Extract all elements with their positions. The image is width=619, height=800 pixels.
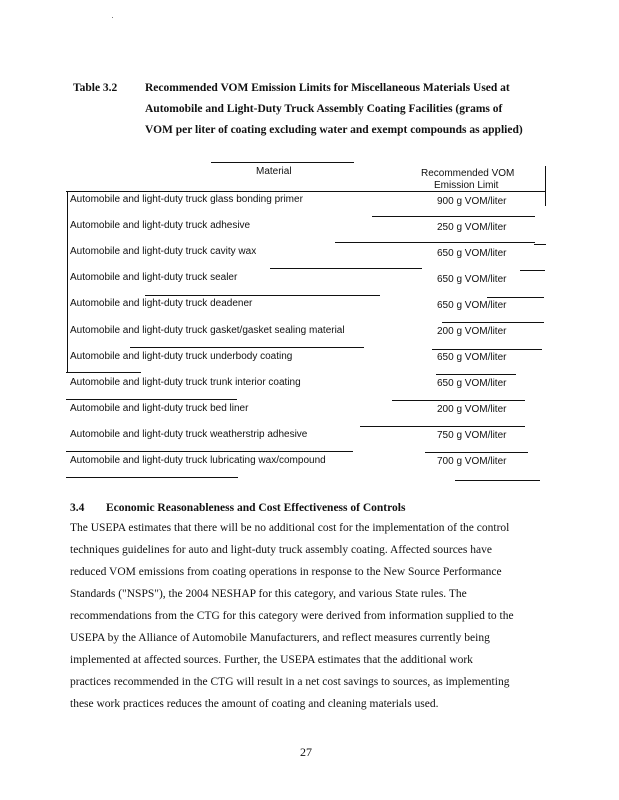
row-rule <box>432 349 542 350</box>
scan-speck <box>112 17 113 18</box>
page-number: 27 <box>300 745 312 759</box>
table-caption-line-1: Recommended VOM Emission Limits for Miscellaneous Materials Used at <box>145 82 510 94</box>
table-caption-line-2: Automobile and Light-Duty Truck Assembly Coating Facilities (grams of <box>145 103 503 115</box>
row-rule <box>442 322 544 323</box>
row-rule <box>270 268 422 269</box>
row-rule <box>520 270 545 271</box>
row-rule <box>66 372 141 373</box>
row-4-material: Automobile and light-duty truck sealer <box>70 272 238 283</box>
row-11-material: Automobile and light-duty truck lubricating wax/compound <box>70 455 326 466</box>
header-right-border <box>545 166 546 206</box>
row-5-limit: 650 g VOM/liter <box>437 300 507 311</box>
row-8-material: Automobile and light-duty truck trunk interior coating <box>70 377 301 388</box>
row-10-material: Automobile and light-duty truck weatherstrip adhesive <box>70 429 308 440</box>
row-1-limit: 900 g VOM/liter <box>437 196 507 207</box>
row-7-limit: 650 g VOM/liter <box>437 352 507 363</box>
row-rule <box>534 244 546 245</box>
row-rule <box>487 297 544 298</box>
row-2-material: Automobile and light-duty truck adhesive <box>70 220 251 231</box>
row-11-limit: 700 g VOM/liter <box>437 456 507 467</box>
row-9-limit: 200 g VOM/liter <box>437 404 507 415</box>
section-number: 3.4 <box>70 502 85 514</box>
paragraph-line-9: these work practices reduces the amount of coating and cleaning materials used. <box>70 698 439 710</box>
row-2-limit: 250 g VOM/liter <box>437 222 507 233</box>
table-label: Table 3.2 <box>73 82 118 94</box>
paragraph-line-2: techniques guidelines for auto and light-duty truck assembly coating. Affected sources have <box>70 544 492 556</box>
table-caption-line-3: VOM per liter of coating excluding water and exempt compounds as applied) <box>145 124 523 136</box>
row-3-limit: 650 g VOM/liter <box>437 248 507 259</box>
table-left-border <box>67 192 68 372</box>
row-6-material: Automobile and light-duty truck gasket/gasket sealing material <box>70 325 345 336</box>
paragraph-line-8: practices recommended in the CTG will result in a net cost savings to sources, as implementing <box>70 676 510 688</box>
header-line-material <box>211 162 354 163</box>
row-9-material: Automobile and light-duty truck bed liner <box>70 403 249 414</box>
column-header-limit-line-1: Recommended VOM <box>421 168 515 179</box>
row-rule <box>455 480 540 481</box>
row-10-limit: 750 g VOM/liter <box>437 430 507 441</box>
paragraph-line-3: reduced VOM emissions from coating operations in response to the New Source Performance <box>70 566 502 578</box>
paragraph-line-5: recommendations from the CTG for this category were derived from information supplied to the <box>70 610 514 622</box>
row-rule <box>335 242 535 243</box>
column-header-limit-line-2: Emission Limit <box>434 180 499 191</box>
row-rule <box>145 295 380 296</box>
row-4-limit: 650 g VOM/liter <box>437 274 507 285</box>
row-3-material: Automobile and light-duty truck cavity wax <box>70 246 257 257</box>
row-rule <box>66 477 238 478</box>
row-rule <box>425 452 528 453</box>
row-rule <box>436 374 516 375</box>
column-header-material: Material <box>256 166 292 177</box>
row-rule <box>66 399 237 400</box>
row-rule <box>66 451 353 452</box>
row-rule <box>360 426 525 427</box>
section-title: Economic Reasonableness and Cost Effectiveness of Controls <box>106 502 406 514</box>
row-6-limit: 200 g VOM/liter <box>437 326 507 337</box>
row-8-limit: 650 g VOM/liter <box>437 378 507 389</box>
row-1-material: Automobile and light-duty truck glass bonding primer <box>70 194 303 205</box>
row-7-material: Automobile and light-duty truck underbody coating <box>70 351 293 362</box>
paragraph-line-6: USEPA by the Alliance of Automobile Manufacturers, and reflect measures currently being <box>70 632 490 644</box>
paragraph-line-4: Standards ("NSPS"), the 2004 NESHAP for this category, and various State rules. The <box>70 588 467 600</box>
row-5-material: Automobile and light-duty truck deadener <box>70 298 253 309</box>
paragraph-line-1: The USEPA estimates that there will be no additional cost for the implementation of the control <box>70 522 510 534</box>
row-rule <box>392 400 525 401</box>
row-rule <box>130 347 364 348</box>
row-rule <box>66 191 546 192</box>
row-rule <box>372 216 535 217</box>
paragraph-line-7: implemented at affected sources. Further, the USEPA estimates that the additional work <box>70 654 473 666</box>
